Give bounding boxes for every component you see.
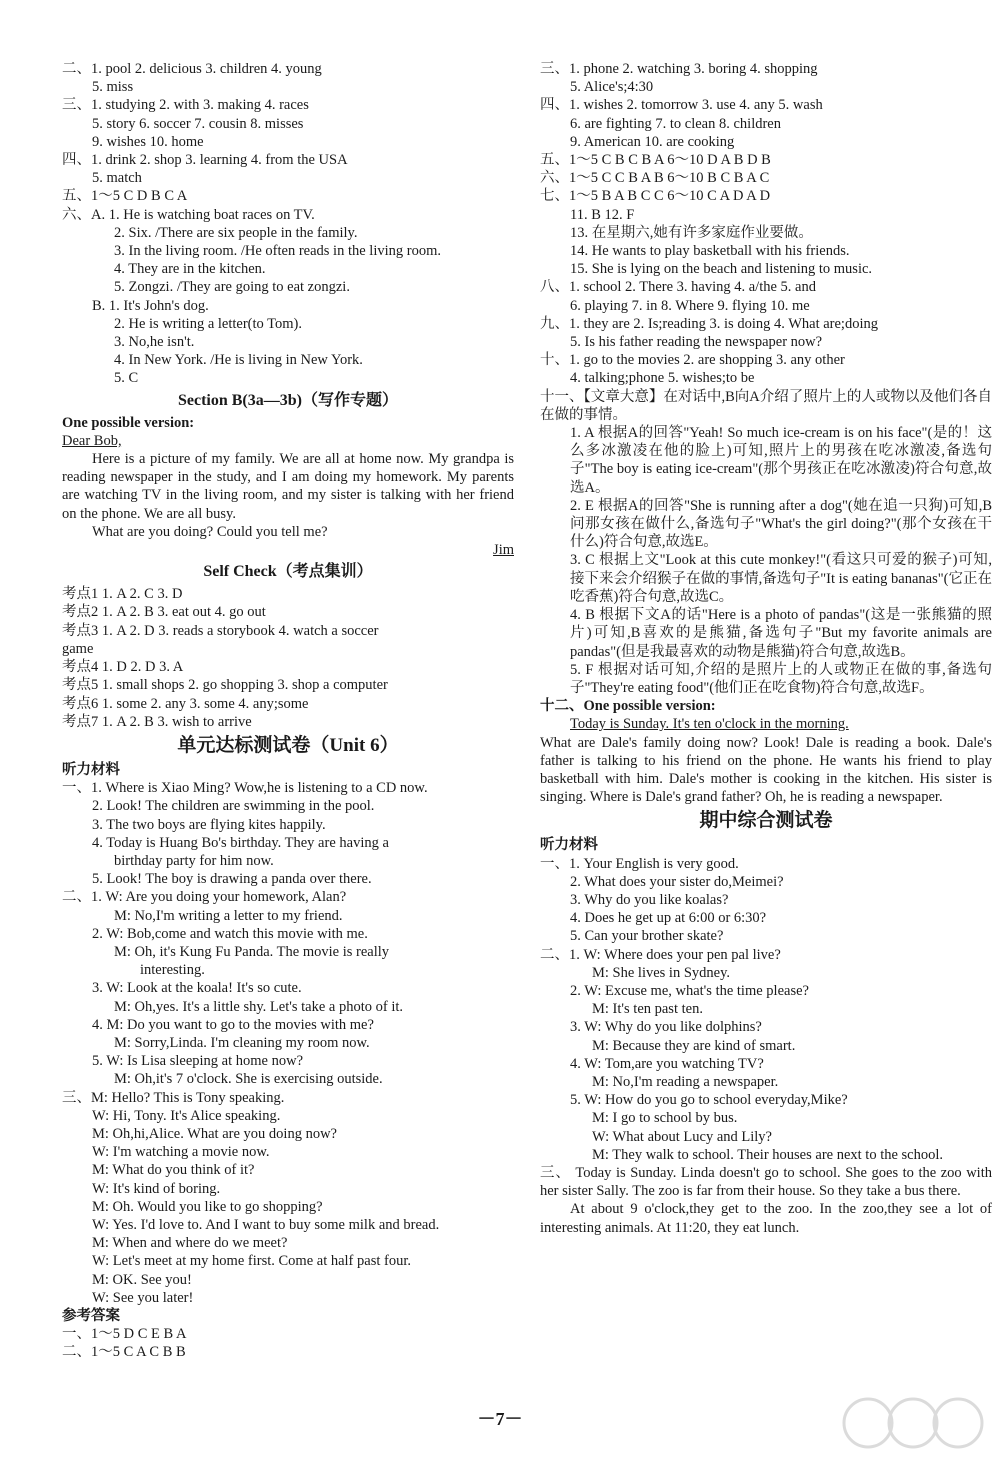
right-line: 6. are fighting 7. to clean 8. children — [570, 115, 781, 132]
left-line: 参考答案 — [62, 1308, 120, 1324]
left-line: 单元达标测试卷（Unit 6） — [177, 734, 399, 756]
left-line: 考点7 1. A 2. B 3. wish to arrive — [62, 713, 252, 730]
right-line: 二、1. W: Where does your pen pal live? — [540, 946, 781, 963]
right-line: 2. What does your sister do,Meimei? — [570, 873, 784, 890]
right-line: 14. He wants to play basketball with his friends. — [570, 243, 850, 260]
right-line: 4. talking;phone 5. wishes;to be — [570, 370, 755, 387]
left-line: 六、A. 1. He is watching boat races on TV. — [62, 206, 315, 223]
left-line: 五、1～5 C D B C A — [62, 188, 188, 205]
left-line: 一、1. Where is Xiao Ming? Wow,he is listening to a CD now. — [62, 780, 428, 797]
right-line: 3. W: Why do you like dolphins? — [570, 1019, 762, 1036]
right-line: 3. Why do you like koalas? — [570, 891, 729, 908]
right-line: 十一、【文章大意】在对话中,B向A介绍了照片上的人或物以及他们各自在做的事情。 — [540, 388, 992, 423]
left-line: 5. Look! The boy is drawing a panda over there. — [92, 871, 372, 888]
left-line: 考点3 1. A 2. D 3. reads a storybook 4. watch a soccer — [62, 622, 379, 639]
right-line: 5. Alice's;4:30 — [570, 79, 654, 96]
left-line: 3. No,he isn't. — [114, 334, 195, 351]
left-line: 考点1 1. A 2. C 3. D — [62, 586, 183, 603]
left-line: What are you doing? Could you tell me? — [92, 523, 328, 540]
left-line: Section B(3a—3b)（写作专题） — [177, 391, 398, 409]
right-line: M: I go to school by bus. — [592, 1110, 738, 1127]
right-line: 期中综合测试卷 — [699, 810, 833, 832]
right-line: What are Dale's family doing now? Look! Dale is reading a book. Dale's father is talking to his friend on the phone. He wants his friend to play basketball with him. Dale's mother is cooking in the kitchen. His sister is singing. Where is Dale's grand father? Oh, he is reading a newspaper. — [540, 734, 992, 806]
left-line: M: Oh. Would you like to go shopping? — [92, 1198, 323, 1215]
right-line: M: They walk to school. Their houses are next to the school. — [592, 1146, 944, 1163]
right-line: M: Because they are kind of smart. — [592, 1037, 796, 1054]
right-line: M: No,I'm reading a newspaper. — [592, 1073, 779, 1090]
left-line: W: Hi, Tony. It's Alice speaking. — [92, 1107, 281, 1124]
left-line: 5. C — [114, 370, 139, 387]
right-line: 七、1～5 B A B C C 6～10 C A D A D — [540, 188, 771, 205]
left-line: 2. Look! The children are swimming in the pool. — [92, 798, 375, 815]
right-line: M: It's ten past ten. — [592, 1001, 703, 1018]
left-line: 3. In the living room. /He often reads in the living room. — [114, 243, 441, 260]
left-line: 9. wishes 10. home — [92, 133, 204, 150]
left-line: 5. story 6. soccer 7. cousin 8. misses — [92, 115, 304, 132]
left-line: B. 1. It's John's dog. — [92, 297, 209, 314]
left-line: Here is a picture of my family. We are all at home now. My grandpa is reading newspaper in the study, and I am doing my homework. My parents are watching TV in the living room, and my sister is talking with her friend on the phone. We are all busy. — [62, 451, 514, 522]
right-line: At about 9 o'clock,they get to the zoo. In the zoo,they see a lot of interesting animals. At 11:20, they eat lunch. — [540, 1201, 992, 1236]
left-line: Dear Bob, — [62, 432, 122, 449]
left-line: 考点5 1. small shops 2. go shopping 3. shop a computer — [62, 677, 388, 694]
right-column — [540, 60, 992, 1237]
left-line: W: I'm watching a movie now. — [92, 1144, 270, 1161]
left-line: birthday party for him now. — [114, 852, 274, 869]
right-line: 五、1～5 C B C B A 6～10 D A B D B — [540, 152, 771, 169]
left-line: 4. Today is Huang Bo's birthday. They are having a — [92, 834, 389, 851]
right-line: 1. A 根据A的回答"Yeah! So much ice-cream is on his face"(是的！这么多冰激凌在他的脸上)可知,照片上的男孩在吃冰激凌,备选句子"The boy is eating ice-cream"(那个男孩正在吃冰激凌)符合句意,故选A。 — [570, 425, 992, 496]
left-line: 2. W: Bob,come and watch this movie with me. — [92, 925, 368, 942]
left-line: M: Oh,yes. It's a little shy. Let's take a photo of it. — [114, 998, 404, 1015]
right-line: 11. B 12. F — [570, 206, 635, 223]
right-line: M: She lives in Sydney. — [592, 964, 731, 981]
left-line: W: It's kind of boring. — [92, 1180, 221, 1197]
left-line: 考点2 1. A 2. B 3. eat out 4. go out — [62, 604, 266, 621]
left-line: W: Let's meet at my home first. Come at half past four. — [92, 1253, 411, 1270]
right-line: 三、1. phone 2. watching 3. boring 4. shopping — [540, 61, 818, 77]
right-line: 4. B 根据下文A的话"Here is a photo of pandas"(这是一张熊猫的照片)可知,B喜欢的是熊猫,备选句子"But my favorite animals are pandas"(但是我最喜欢的动物是熊猫)符合句意,故选B。 — [570, 607, 992, 660]
right-line: 3. C 根据上文"Look at this cute monkey!"(看这只可爱的猴子)可知,接下来会介绍猴子在做的事情,备选句子"It is eating bananas"(它正在吃香蕉)符合句意,故选C。 — [570, 552, 992, 605]
left-line: One possible version: — [62, 414, 195, 431]
right-line: 6. playing 7. in 8. Where 9. flying 10. me — [570, 297, 810, 314]
right-line: 4. Does he get up at 6:00 or 6:30? — [570, 910, 767, 927]
right-line: 六、1～5 C C B A B 6～10 B C B A C — [540, 170, 770, 187]
left-line: M: When and where do we meet? — [92, 1235, 288, 1252]
left-line: 4. They are in the kitchen. — [114, 261, 266, 278]
left-line: Jim — [493, 542, 514, 559]
right-line: 一、1. Your English is very good. — [540, 855, 739, 872]
watermark-logo — [838, 1393, 988, 1463]
right-line: 八、1. school 2. There 3. having 4. a/the 5. and — [540, 279, 816, 296]
left-line: 5. W: Is Lisa sleeping at home now? — [92, 1053, 304, 1070]
left-line: 考点6 1. some 2. any 3. some 4. any;some — [62, 695, 309, 712]
right-line: 5. Can your brother skate? — [570, 928, 724, 945]
right-line: 十、1. go to the movies 2. are shopping 3. any other — [540, 352, 845, 369]
left-line: 二、1. W: Are you doing your homework, Alan? — [62, 889, 347, 906]
left-column — [62, 60, 514, 1362]
left-line: 二、1. pool 2. delicious 3. children 4. young — [62, 61, 322, 77]
left-line: M: Oh,hi,Alice. What are you doing now? — [92, 1125, 337, 1142]
right-line: 四、1. wishes 2. tomorrow 3. use 4. any 5. wash — [540, 97, 823, 114]
right-line: 13. 在星期六,她有许多家庭作业要做。 — [570, 224, 813, 241]
right-line: 15. She is lying on the beach and listening to music. — [570, 261, 873, 278]
right-line: 5. F 根据对话可知,介绍的是照片上的人或物正在做的事,备选句子"They're eating food"(他们正在吃食物)符合句意,故选F。 — [570, 661, 992, 696]
left-line: 三、1. studying 2. with 3. making 4. races — [62, 97, 309, 114]
right-line: 5. W: How do you go to school everyday,Mike? — [570, 1092, 848, 1109]
left-line: 2. He is writing a letter(to Tom). — [114, 315, 302, 332]
left-line: 2. Six. /There are six people in the family. — [114, 224, 358, 241]
left-line: 考点4 1. D 2. D 3. A — [62, 659, 184, 676]
right-line: 2. W: Excuse me, what's the time please? — [570, 982, 809, 999]
right-line: 9. American 10. are cooking — [570, 133, 735, 150]
left-line: M: Oh, it's Kung Fu Panda. The movie is really — [114, 943, 390, 960]
left-line: M: Sorry,Linda. I'm cleaning my room now. — [114, 1034, 370, 1051]
right-line: 4. W: Tom,are you watching TV? — [570, 1055, 764, 1072]
left-line: M: OK. See you! — [92, 1271, 192, 1288]
left-line: interesting. — [140, 962, 205, 979]
right-line: 5. Is his father reading the newspaper now? — [570, 334, 823, 351]
right-line: 三、 Today is Sunday. Linda doesn't go to school. She goes to the zoo with her sister Sally. The zoo is far from their house. So they take a bus there. — [540, 1164, 992, 1200]
left-line: 3. W: Look at the koala! It's so cute. — [92, 980, 302, 997]
left-line: 4. M: Do you want to go to the movies with me? — [92, 1016, 374, 1033]
left-line: 三、M: Hello? This is Tony speaking. — [62, 1089, 285, 1106]
right-line: 2. E 根据A的回答"She is running after a dog"(她在追一只狗)可知,B问那女孩在做什么,备选句子"What's the girl doing?"(那个女孩在干什么)符合句意,故选E。 — [570, 497, 992, 551]
right-line: Today is Sunday. It's ten o'clock in the morning. — [570, 716, 849, 733]
left-line: 5. Zongzi. /They are going to eat zongzi. — [114, 279, 350, 296]
left-line: 听力材料 — [62, 761, 120, 778]
left-line: 5. miss — [92, 79, 134, 96]
left-line: 一、1～5 D C E B A — [62, 1326, 187, 1343]
left-line: 4. In New York. /He is living in New York. — [114, 352, 363, 369]
left-line: game — [62, 640, 94, 657]
right-line: 九、1. they are 2. Is;reading 3. is doing 4. What are;doing — [540, 315, 878, 332]
page-number: －7－ — [477, 1409, 523, 1429]
left-line: 二、1～5 C A C B B — [62, 1344, 186, 1361]
left-line: M: Oh,it's 7 o'clock. She is exercising outside. — [114, 1071, 383, 1088]
right-line: 听力材料 — [540, 837, 598, 854]
left-line: W: See you later! — [92, 1289, 194, 1306]
left-line: 3. The two boys are flying kites happily. — [92, 816, 326, 833]
left-line: Self Check（考点集训） — [203, 563, 373, 581]
right-line: 十二、One possible version: — [540, 698, 716, 715]
left-line: 5. match — [92, 170, 142, 187]
left-line: 四、1. drink 2. shop 3. learning 4. from the USA — [62, 152, 348, 169]
right-line: W: What about Lucy and Lily? — [592, 1128, 772, 1145]
left-line: M: What do you think of it? — [92, 1162, 255, 1179]
left-line: W: Yes. I'd love to. And I want to buy some milk and bread. — [92, 1216, 440, 1233]
left-line: M: No,I'm writing a letter to my friend. — [114, 907, 343, 924]
